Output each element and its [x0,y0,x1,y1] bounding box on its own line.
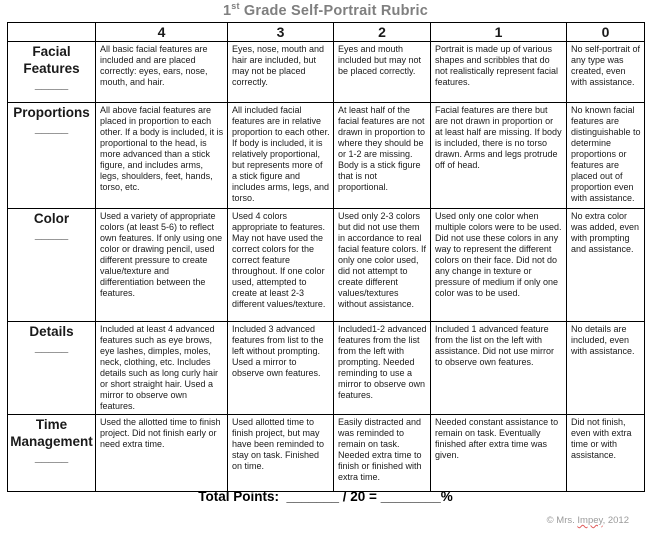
criterion-label-facial-features [8,42,96,103]
rubric-cell: Easily distracted and was reminded to remain on task. Needed extra time to finish or finished with extra time. [334,415,431,492]
criterion-name: Details [29,324,74,339]
rubric-cell: Used allotted time to finish project, but may have been reminded to stay on task. Finished on time. [228,415,334,492]
score-blank-line: _____ [34,339,69,354]
rubric-cell: Included at least 4 advanced features such as eye brows, eye lashes, dimples, moles, neck, clothing, etc. Includes details such as long curly hair or short straight hair. Used a mirror to observe own features. [96,322,228,415]
criterion-label-details [8,322,96,415]
rubric-cell: All above facial features are placed in proportion to each other. If a body is included, it is proportional to the head, is more advanced than a stick figure, and includes arms, legs, shoulders, feet, hands, torso, etc. [96,103,228,209]
total-percent-blank: ________ [380,489,441,504]
table-row-color [8,209,645,322]
rubric-cell: All included facial features are in relative proportion to each other. If body is included, it is relatively proportional, but represents more of a stick figure and includes arms, legs, and torso. [228,103,334,209]
score-blank-line: _____ [34,449,69,464]
rubric-cell: Used 4 colors appropriate to features. May not have used the correct colors for the correct feature throughout. If one color used, attempted to create at least 2-3 different values/texture. [228,209,334,322]
table-row-proportions [8,103,645,209]
rubric-cell: No known facial features are distinguishable to determine proportions or features are placed out of proportion even with assistance. [567,103,645,209]
rubric-cell: No extra color was added, even with prompting and assistance. [567,209,645,322]
score-header-0: 0 [567,23,645,42]
rubric-cell: Included 3 advanced features from list to the left without prompting. Used a mirror to observe own features. [228,322,334,415]
criterion-name: Proportions [13,105,90,120]
criterion-name: Color [33,211,70,226]
rubric-cell: Included1-2 advanced features from the list from the left with prompting. Needed reminding to use a mirror to observe own features. [334,322,431,415]
title-number: 1 [223,2,232,19]
rubric-cell: Included 1 advanced feature from the list on the left with assistance. Did not use mirror to observe own features. [431,322,567,415]
score-header-4: 4 [96,23,228,42]
criterion-name: Facial Features [23,44,80,76]
table-row-facial-features [8,42,645,103]
rubric-cell: All basic facial features are included and are placed correctly: eyes, ears, nose, mouth, and hair. [96,42,228,103]
table-row-time-management [8,415,645,492]
rubric-cell: Used the allotted time to finish project. Did not finish early or need extra time. [96,415,228,492]
total-points-line [0,489,651,504]
score-blank-line: _____ [34,76,69,91]
rubric-cell: Used only one color when multiple colors were to be used. Did not use these colors in any way to represent the different colors on their face. Did not do any change in texture or pressure of medium if only one color was to be used. [431,209,567,322]
title-text: Grade Self-Portrait Rubric [239,2,428,19]
criterion-name: Time Management [10,417,93,449]
rubric-cell: Facial features are there but are not drawn in proportion or at least half are missing. If body is included, there is no torso drawn. Arms and legs protrude off of head. [431,103,567,209]
title-ordinal: st [231,1,240,11]
total-points-blank: _______ [286,489,340,504]
score-blank-line: _____ [34,226,69,241]
score-blank-line: _____ [34,120,69,135]
total-points-divisor: / 20 = [339,489,381,504]
credit-prefix: © Mrs. [546,515,578,526]
score-header-row [8,23,645,42]
copyright-credit [547,515,629,526]
score-header-2: 2 [334,23,431,42]
table-row-details [8,322,645,415]
criterion-label-color [8,209,96,322]
criterion-label-time-management [8,415,96,492]
rubric-cell: At least half of the facial features are not drawn in proportion to where they should be or 1-2 are missing. Body is a stick figure that is not proportional. [334,103,431,209]
rubric-cell: Used a variety of appropriate colors (at least 5-6) to reflect own features. If only using one color or drawing pencil, used different pressure to create value/texture and differentiation between the features. [96,209,228,322]
rubric-cell: Needed constant assistance to remain on task. Eventually finished after extra time was given. [431,415,567,492]
rubric-cell: No details are included, even with assistance. [567,322,645,415]
total-points-label: Total Points: [198,489,279,504]
rubric-table [7,22,645,492]
rubric-cell: Eyes and mouth included but may not be placed correctly. [334,42,431,103]
percent-sign: % [440,489,453,504]
credit-name: Impey [577,515,603,526]
criterion-label-proportions [8,103,96,209]
rubric-cell: Portrait is made up of various shapes and scribbles that do not realistically represent facial features. [431,42,567,103]
rubric-cell: Eyes, nose, mouth and hair are included, but may not be placed correctly. [228,42,334,103]
rubric-cell: Did not finish, even with extra time or with assistance. [567,415,645,492]
credit-suffix: , 2012 [602,515,629,526]
score-header-3: 3 [228,23,334,42]
rubric-cell: No self-portrait of any type was created, even with assistance. [567,42,645,103]
page-title [0,1,651,19]
score-header-1: 1 [431,23,567,42]
corner-cell [8,23,96,42]
rubric-cell: Used only 2-3 colors but did not use them in accordance to real facial feature colors. If only one color used, did not attempt to create different values/textures without assistance. [334,209,431,322]
